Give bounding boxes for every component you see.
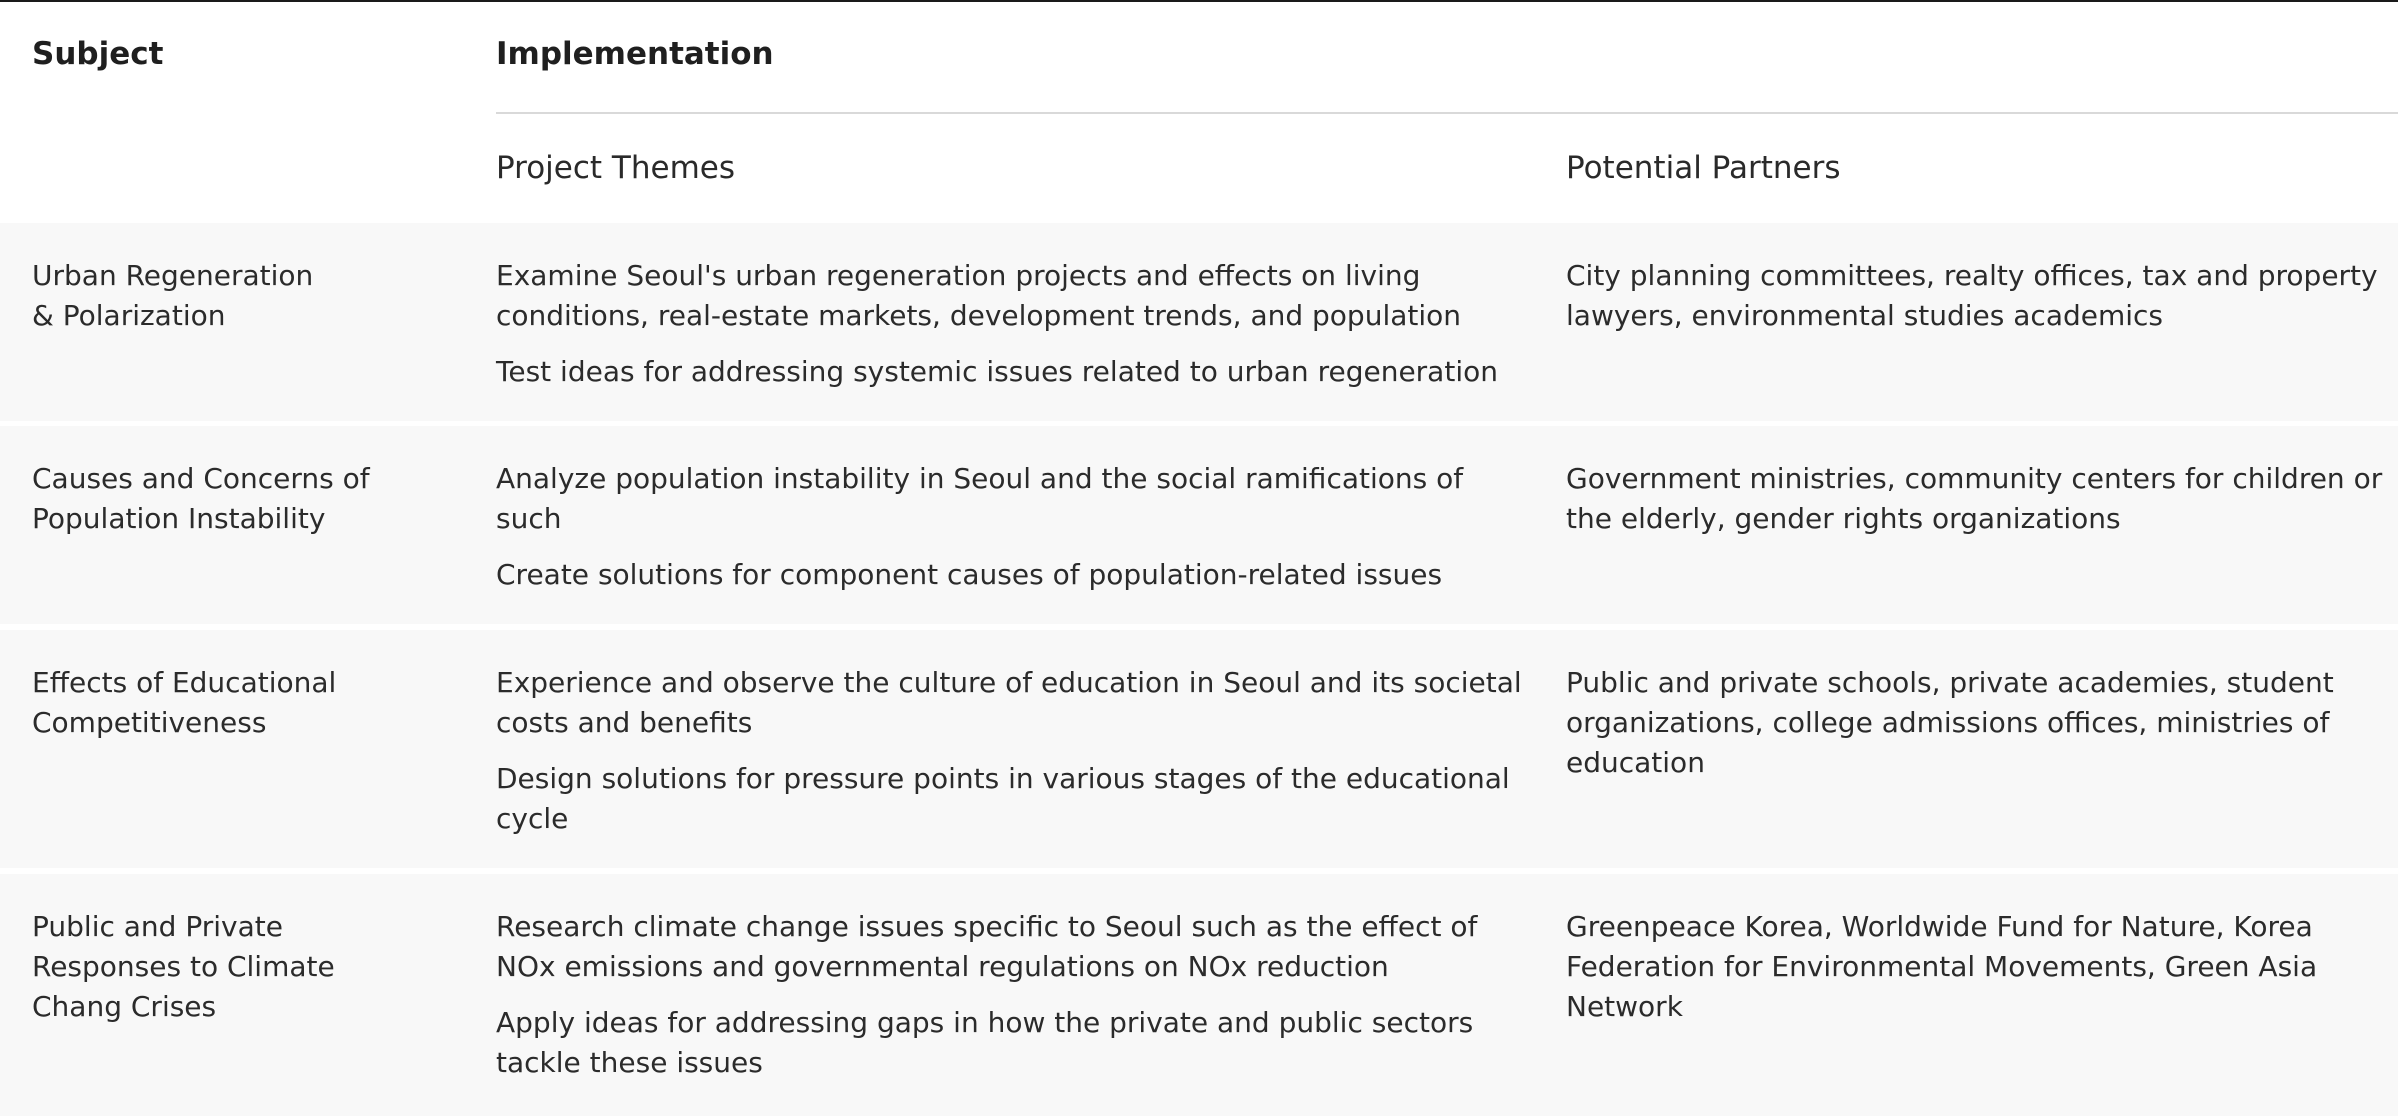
potential-partners-column-header: Potential Partners — [1566, 150, 1841, 186]
subject-line: Causes and Concerns of — [32, 462, 370, 495]
subject-line: Urban Regeneration — [32, 259, 314, 292]
theme-item: Design solutions for pressure points in various stages of the educational cycle — [496, 762, 1510, 835]
table-row — [0, 874, 2398, 1116]
subject-line: & Polarization — [32, 299, 226, 332]
subject-cell — [32, 459, 452, 539]
subject-cell — [32, 907, 452, 1027]
theme-item: Examine Seoul's urban regeneration projects and effects on living conditions, real-estate markets, development trends, and population — [496, 259, 1462, 332]
subject-line: Effects of Educational — [32, 666, 337, 699]
potential-partners-cell: Greenpeace Korea, Worldwide Fund for Nature, Korea Federation for Environmental Movements, Green Asia Network — [1566, 910, 2318, 1023]
theme-item: Research climate change issues specific to Seoul such as the effect of NOx emissions and governmental regulations on NOx reduction — [496, 910, 1478, 983]
potential-partners-cell: City planning committees, realty offices, tax and property lawyers, environmental studies academics — [1566, 259, 2378, 332]
theme-item: Create solutions for component causes of population-related issues — [496, 558, 1443, 591]
subject-line: Competitiveness — [32, 706, 267, 739]
table-header — [0, 2, 2398, 222]
potential-partners-cell: Public and private schools, private academies, student organizations, college admissions offices, ministries of education — [1566, 666, 2334, 779]
subject-line: Population Instability — [32, 502, 326, 535]
subject-line: Responses to Climate — [32, 950, 335, 983]
table-row — [0, 630, 2398, 868]
project-themes-cell — [496, 256, 1526, 408]
theme-item: Test ideas for addressing systemic issues related to urban regeneration — [496, 355, 1498, 388]
subject-column-header: Subject — [32, 36, 164, 72]
subject-line: Public and Private — [32, 910, 283, 943]
project-themes-cell — [496, 907, 1526, 1099]
theme-item: Analyze population instability in Seoul and the social ramifications of such — [496, 462, 1464, 535]
project-themes-cell — [496, 459, 1526, 611]
potential-partners-cell: Government ministries, community centers for children or the elderly, gender rights organizations — [1566, 462, 2383, 535]
subject-cell — [32, 663, 452, 743]
project-themes-column-header: Project Themes — [496, 150, 735, 186]
subject-cell — [32, 256, 452, 336]
table-row — [0, 426, 2398, 624]
project-themes-cell — [496, 663, 1526, 855]
table-row — [0, 223, 2398, 421]
subject-line: Chang Crises — [32, 990, 217, 1023]
theme-item: Apply ideas for addressing gaps in how the private and public sectors tackle these issues — [496, 1006, 1474, 1079]
theme-item: Experience and observe the culture of education in Seoul and its societal costs and benefits — [496, 666, 1522, 739]
header-divider — [496, 112, 2398, 114]
implementation-column-header: Implementation — [496, 36, 774, 72]
